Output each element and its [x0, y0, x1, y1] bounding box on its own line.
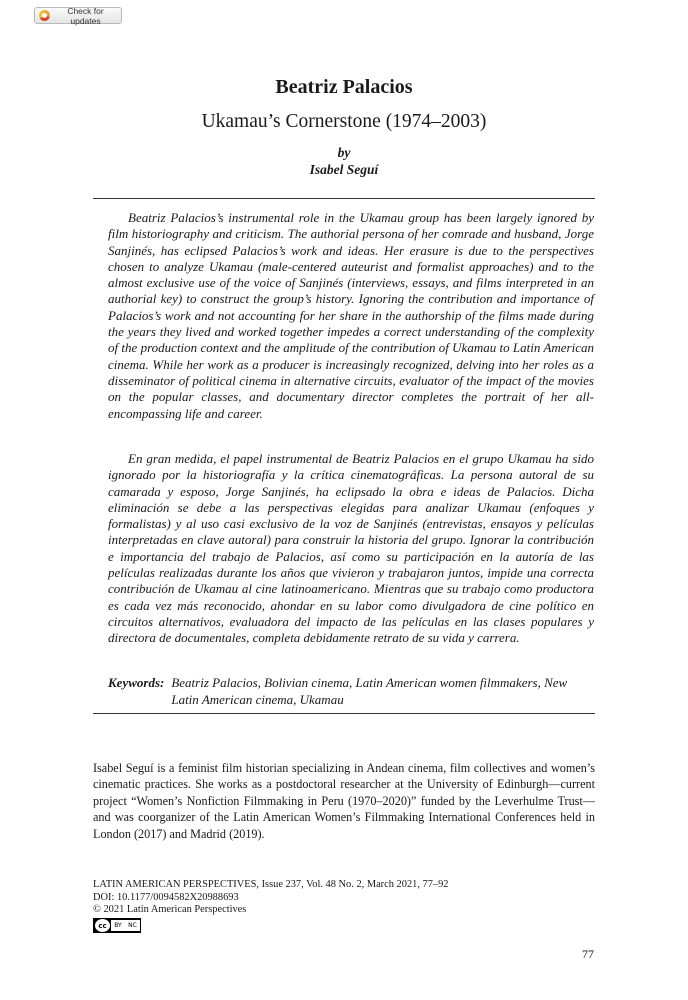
footer-meta — [93, 879, 593, 917]
top-rule — [93, 198, 595, 199]
check-for-updates-button[interactable] — [34, 7, 122, 24]
cc-terms — [111, 920, 140, 931]
cc-icon: cc — [95, 919, 110, 932]
cc-by-label: BY — [114, 922, 122, 929]
check-for-updates-label: Check for updates — [67, 5, 104, 26]
page-number: 77 — [582, 947, 594, 961]
cc-nc-label: NC — [128, 922, 137, 929]
article-subtitle: Ukamau’s Cornerstone (1974–2003) — [201, 111, 487, 132]
keywords-label: Keywords: — [108, 675, 165, 690]
crossmark-icon — [39, 10, 50, 21]
doi: DOI: 10.1177/0094582X20988693 — [93, 891, 239, 903]
author-bio: Isabel Seguí is a feminist film historian specializing in Andean cinema, film collectives and women’s cinematic practices. She works as a postdoctoral researcher at the University of Edinburgh—current project “Women’s Nonfiction Filmmaking in Peru (1970–2020)” funded by the Leverhulme Trust—and was coorganizer of the Latin American Women’s Filmmaking International Conferences held in London (2017) and Madrid (2019). — [93, 761, 595, 841]
author-name: Isabel Seguí — [309, 162, 379, 177]
bottom-rule — [93, 713, 595, 714]
article-title: Beatriz Palacios — [275, 76, 413, 98]
cc-license-badge[interactable] — [93, 918, 141, 933]
abstract-english: Beatriz Palacios’s instrumental role in the Ukamau group has been largely ignored by film historiography and criticism. The authorial persona of her comrade and husband, Jorge Sanjinés, has eclipsed Palacios’s work and ideas. Her erasure is due to the perspectives chosen to analyze Ukamau (male-centered auteurist and formalist approaches) and to the almost exclusive use of the voice of Sanjinés (interviews, essays, and films interpreted in an authorial key) to construct the group’s history. Ignoring the contribution and importance of Palacios’s work and not accounting for her share in the authorship of the films made during the years they lived and worked together impedes a correct understanding of the complexity of the production context and the amplitude of the contribution of Ukamau to Latin American cinema. While her work as a producer is increasingly recognized, delving into her roles as a disseminator of political cinema in alternative circuits, evaluator of the impact of the movies on the popular classes, and documentary director completes the portrait of her all-encompassing life and career. — [108, 210, 594, 421]
byline-by: by — [337, 145, 351, 160]
keywords-text: Beatriz Palacios, Bolivian cinema, Latin American women filmmakers, New Latin American cinema, Ukamau — [171, 675, 568, 707]
abstract-spanish: En gran medida, el papel instrumental de Beatriz Palacios en el grupo Ukamau ha sido ignorado por la historiografía y la crítica cinematográficas. La persona autoral de su camarada y esposo, Jorge Sanjinés, ha eclipsado la obra e ideas de Palacios. Dicha eliminación se debe a las perspectivas elegidas para analizar Ukamau (enfoques y formalistas) y al uso casi exclusivo de la voz de Sanjinés (entrevistas, ensayos y películas interpretadas en clave autoral) para construir la historia del grupo. Ignorar la contribución e importancia del trabajo de Palacios, así como su participación en la autoría de las películas realizadas durante los años que vivieron y trabajaron juntos, impide una correcta contribución de Ukamau al cine latinoamericano. Mientras que su trabajo como productora es cada vez más reconocido, ahondar en su labor como divulgadora de cine político en circuitos alternativos, evaluadora del impacto de las películas en las clases populares y directora de documentales, completa debidamente retrato de su vida y carrera. — [108, 451, 594, 646]
copyright: © 2021 Latin American Perspectives — [93, 904, 247, 916]
journal-citation: LATIN AMERICAN PERSPECTIVES, Issue 237, Vol. 48 No. 2, March 2021, 77–92 — [93, 879, 449, 890]
keywords — [108, 675, 594, 708]
